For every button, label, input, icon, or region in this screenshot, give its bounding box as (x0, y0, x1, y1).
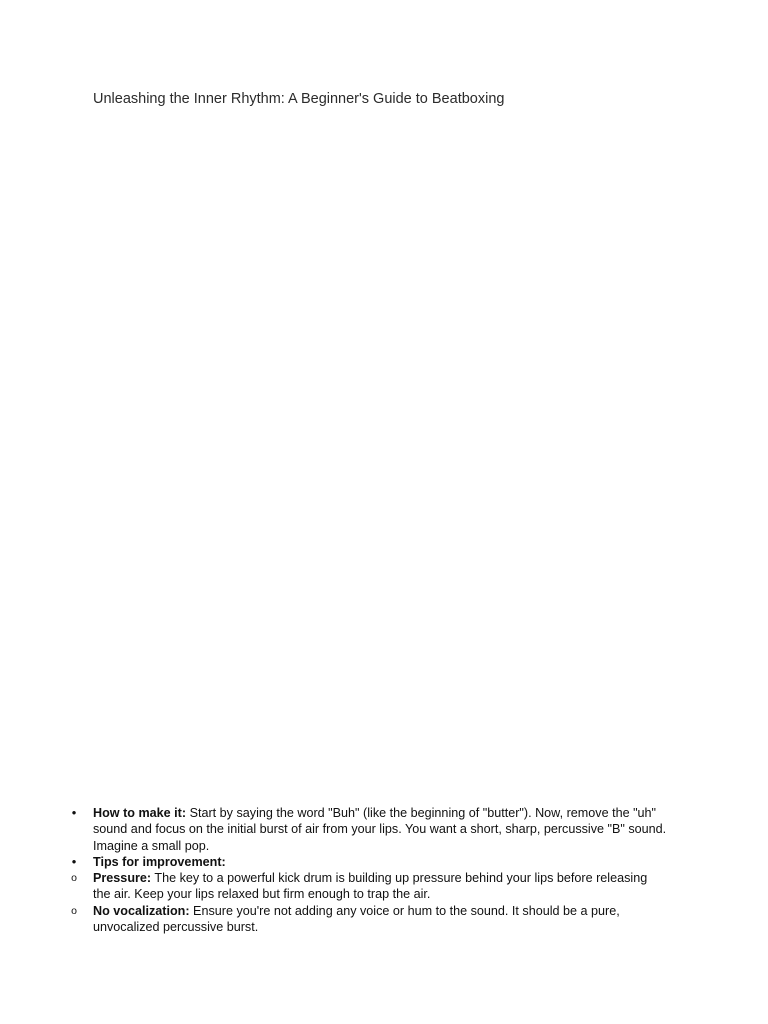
item-text: Ensure you're not adding any voice or hum to the sound. It should be a pure, unvocalized percussive burst. (93, 903, 620, 935)
item-label: No vocalization: (93, 903, 190, 918)
list-item (0, 903, 668, 936)
bullet-disc-icon (68, 854, 80, 870)
item-label: Pressure: (93, 871, 152, 886)
list-item (0, 854, 668, 870)
item-text: The key to a powerful kick drum is building up pressure behind your lips before releasing the air. Keep your lips relaxed but firm enough to trap the air. (93, 871, 648, 902)
item-text: Start by saying the word "Buh" (like the beginning of "butter"). Now, remove the "uh" sound and focus on the initial burst of air from your lips. You want a short, sharp, percussive "B" sound. Imagine a small pop. (93, 806, 667, 853)
bullet-circle-icon (68, 903, 80, 920)
bullet-disc-icon (68, 805, 80, 821)
bullet-list (0, 805, 768, 935)
item-label: How to make it: (93, 806, 187, 820)
list-item (0, 805, 668, 854)
document-title: Unleashing the Inner Rhythm: A Beginner's Guide to Beatboxing (93, 91, 505, 107)
list-item (0, 870, 668, 903)
item-label: Tips for improvement: (93, 854, 226, 869)
bullet-circle-icon (68, 870, 80, 887)
